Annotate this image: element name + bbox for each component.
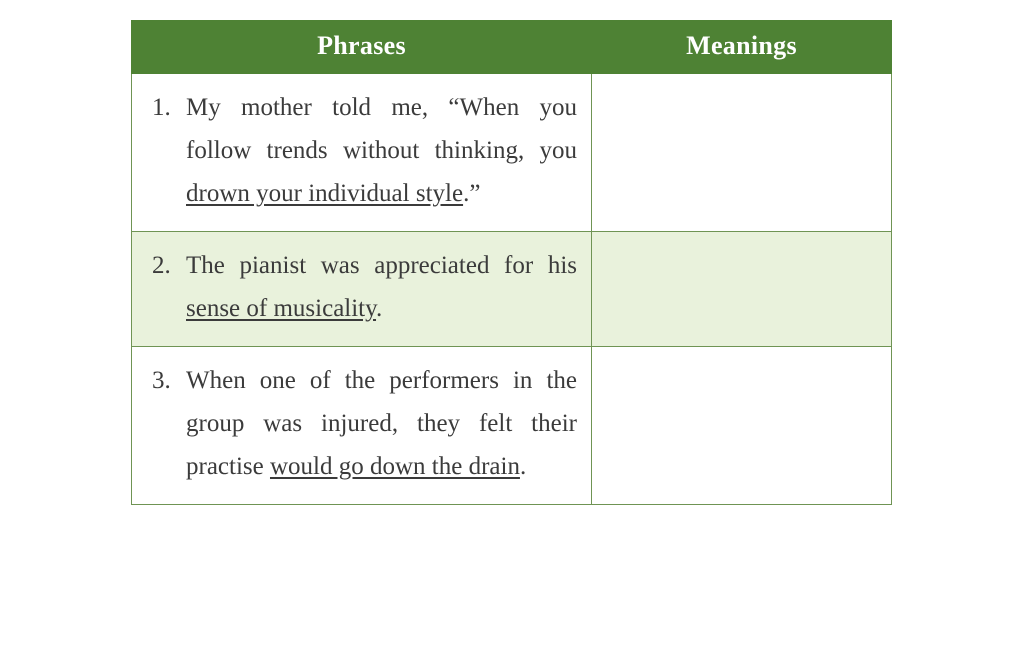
phrases-meanings-table — [131, 20, 892, 505]
phrase-text-3-underlined: would go down the drain — [269, 453, 520, 480]
meaning-cell-3[interactable] — [592, 347, 892, 505]
column-header-meanings: Meanings — [592, 21, 892, 74]
meaning-answer-2[interactable] — [606, 244, 877, 268]
phrase-text-2-post: . — [376, 295, 383, 322]
phrase-text-3-pre: When one of the performers in the group was injured, they felt their practise — [186, 367, 577, 480]
phrase-text-2 — [186, 244, 577, 330]
phrase-text-1 — [186, 86, 577, 215]
meaning-answer-3[interactable] — [606, 359, 877, 383]
meaning-cell-1[interactable] — [592, 74, 892, 232]
item-number-3: 3. — [152, 367, 171, 394]
table-header-row — [132, 21, 892, 74]
phrase-text-3-post: . — [519, 453, 527, 480]
phrase-text-1-post: .” — [463, 180, 481, 207]
phrase-text-1-pre: My mother told me, “When you follow trends without thinking, you — [186, 94, 577, 164]
column-header-phrases: Phrases — [132, 21, 592, 74]
table-row — [132, 74, 892, 232]
phrase-text-3 — [186, 359, 577, 488]
item-number-2: 2. — [152, 252, 171, 279]
table-row — [132, 232, 892, 347]
phrase-text-2-pre: The pianist was appreciated for his — [186, 252, 577, 279]
phrase-text-2-underlined: sense of musicality — [186, 295, 377, 322]
meaning-cell-2[interactable] — [592, 232, 892, 347]
item-number-1: 1. — [152, 94, 171, 121]
phrase-text-1-underlined: drown your individual style — [186, 180, 464, 207]
phrase-cell-1 — [132, 74, 592, 232]
phrase-cell-2 — [132, 232, 592, 347]
phrase-cell-3 — [132, 347, 592, 505]
meaning-answer-1[interactable] — [606, 86, 877, 110]
table-row — [132, 347, 892, 505]
